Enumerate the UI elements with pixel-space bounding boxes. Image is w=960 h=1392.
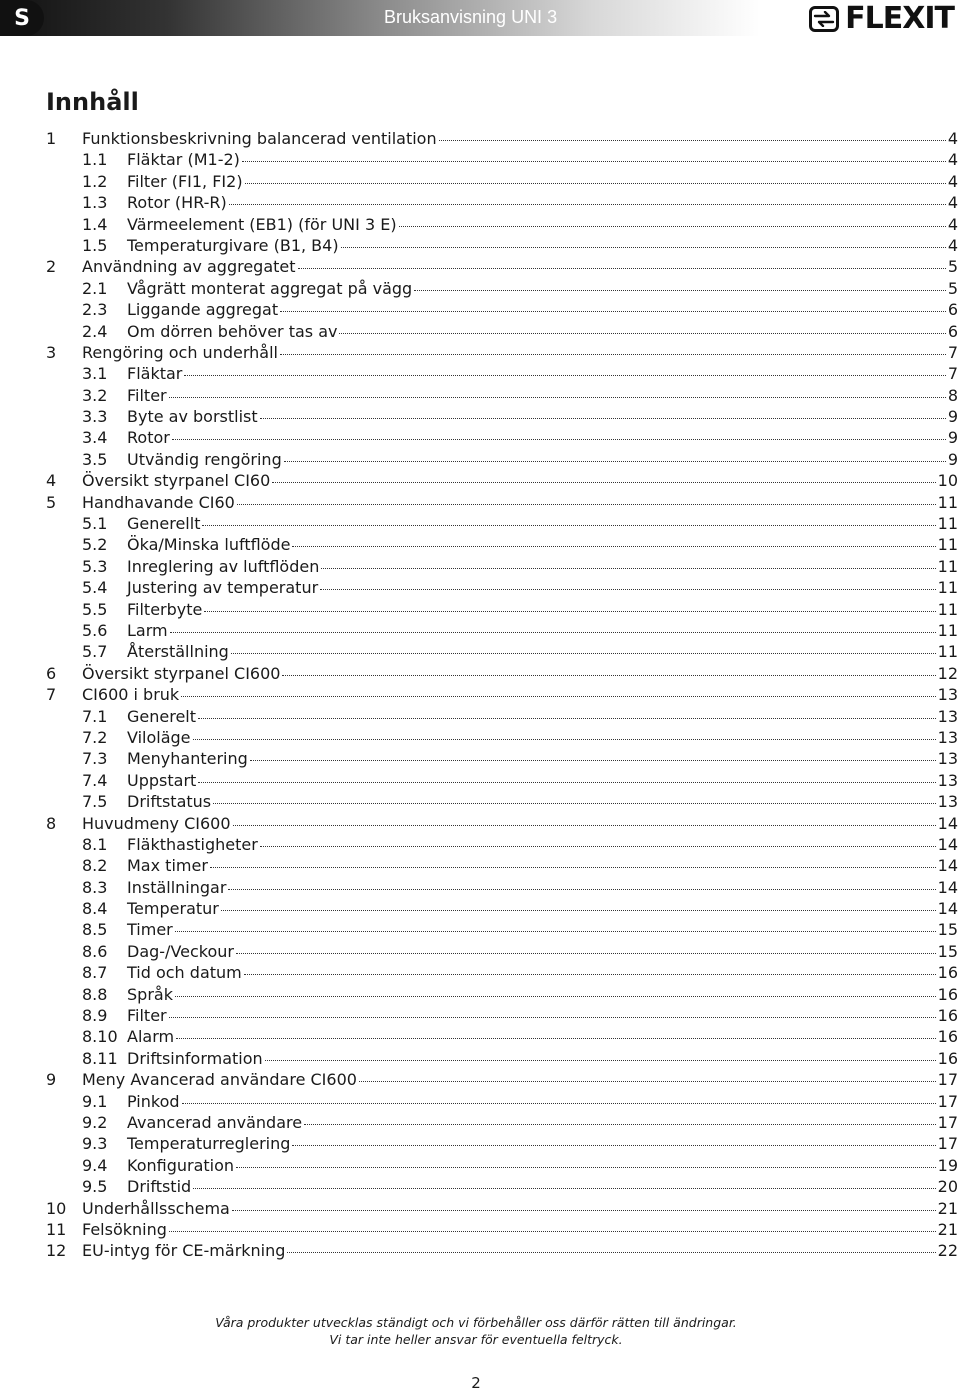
toc-entry-label: Fläkthastigheter xyxy=(127,834,258,854)
dot-leader xyxy=(321,568,935,569)
toc-entry-number: 8.3 xyxy=(82,877,108,897)
toc-entry-number: 5.7 xyxy=(82,642,108,662)
toc-entry-page: 4 xyxy=(947,193,958,213)
toc-entry-label: Översikt styrpanel CI60 xyxy=(82,471,271,491)
toc-entry-number: 8.2 xyxy=(82,856,108,876)
toc-entry-page: 11 xyxy=(937,514,958,534)
dot-leader xyxy=(175,996,936,997)
toc-entry-number: 8.11 xyxy=(82,1048,118,1068)
toc-entry-page: 16 xyxy=(937,984,958,1004)
toc-entry-label: Öka/Minska luftflöde xyxy=(127,535,291,555)
toc-entry-label: Språk xyxy=(127,984,173,1004)
toc-entry[interactable] xyxy=(46,984,958,1005)
toc-entry-page: 13 xyxy=(937,685,958,705)
toc-entry-number: 1.1 xyxy=(82,150,108,170)
toc-entry-page: 4 xyxy=(947,129,958,148)
toc-entry-number: 1.5 xyxy=(82,235,108,255)
toc-entry-label: Driftstatus xyxy=(127,792,212,812)
toc-entry[interactable] xyxy=(46,641,958,662)
toc-entry-number: 11 xyxy=(46,1219,67,1239)
toc-entry-number: 2.4 xyxy=(82,321,108,341)
toc-entry[interactable] xyxy=(46,171,958,192)
toc-entry-number: 8.8 xyxy=(82,984,108,1004)
dot-leader xyxy=(231,653,936,654)
toc-entry-page: 11 xyxy=(937,620,958,640)
toc-entry-label: Felsökning xyxy=(82,1219,167,1239)
toc-entry-number: 8.1 xyxy=(82,834,108,854)
toc-entry-number: 3.4 xyxy=(82,428,108,448)
toc-entry[interactable] xyxy=(46,1069,958,1090)
toc-entry-number: 12 xyxy=(46,1241,67,1261)
toc-entry[interactable] xyxy=(46,363,958,384)
dot-leader xyxy=(181,696,935,697)
language-badge: S xyxy=(0,0,44,36)
dot-leader xyxy=(184,375,945,376)
toc-entry[interactable] xyxy=(46,214,958,235)
toc-entry-page: 11 xyxy=(937,556,958,576)
toc-entry-label: Värmeelement (EB1) (för UNI 3 E) xyxy=(127,214,397,234)
toc-entry-number: 9.2 xyxy=(82,1112,108,1132)
toc-entry-number: 4 xyxy=(46,471,57,491)
dot-leader xyxy=(198,718,936,719)
toc-entry-page: 15 xyxy=(937,941,958,961)
toc-entry-label: Användning av aggregatet xyxy=(82,257,296,277)
toc-entry-page: 7 xyxy=(947,364,958,384)
dot-leader xyxy=(228,889,935,890)
toc-entry[interactable] xyxy=(46,342,958,363)
toc-entry[interactable] xyxy=(46,556,958,577)
toc-entry-label: Menyhantering xyxy=(127,749,248,769)
dot-leader xyxy=(304,1124,936,1125)
toc-title: Innhåll xyxy=(46,88,139,116)
dot-leader xyxy=(233,825,936,826)
document-title: Bruksanvisning UNI 3 xyxy=(384,7,558,27)
toc-entry-number: 7.5 xyxy=(82,792,108,812)
toc-entry[interactable] xyxy=(46,898,958,919)
dot-leader xyxy=(236,953,936,954)
toc-entry-number: 5 xyxy=(46,492,57,512)
toc-entry-number: 3 xyxy=(46,342,57,362)
disclaimer-line: Våra produkter utvecklas ständigt och vi förbehåller oss därför rätten till ändringar. xyxy=(215,1315,737,1330)
toc-entry-number: 9.1 xyxy=(82,1091,108,1111)
toc-entry[interactable] xyxy=(46,278,958,299)
toc-entry-number: 8 xyxy=(46,813,57,833)
toc-entry[interactable] xyxy=(46,128,958,149)
toc-entry-label: Inställningar xyxy=(127,877,227,897)
toc-entry-number: 3.2 xyxy=(82,385,108,405)
table-of-contents xyxy=(46,128,958,1262)
toc-entry-page: 16 xyxy=(937,1006,958,1026)
dot-leader xyxy=(292,546,935,547)
toc-entry-page: 17 xyxy=(937,1112,958,1132)
dot-leader xyxy=(182,1103,936,1104)
toc-entry-page: 20 xyxy=(937,1177,958,1197)
toc-entry-number: 8.10 xyxy=(82,1027,118,1047)
dot-leader xyxy=(339,333,945,334)
toc-entry[interactable] xyxy=(46,855,958,876)
toc-entry-number: 8.9 xyxy=(82,1006,108,1026)
dot-leader xyxy=(236,1167,936,1168)
disclaimer-line: Vi tar inte heller ansvar för eventuella feltryck. xyxy=(329,1332,623,1347)
toc-entry-page: 6 xyxy=(947,321,958,341)
toc-entry-number: 1 xyxy=(46,129,57,148)
toc-entry-label: Driftsinformation xyxy=(127,1048,263,1068)
toc-entry[interactable] xyxy=(46,813,958,834)
dot-leader xyxy=(359,1081,936,1082)
brand-name: FLEXIT xyxy=(845,1,954,36)
toc-entry-page: 16 xyxy=(937,1048,958,1068)
toc-entry[interactable] xyxy=(46,834,958,855)
dot-leader xyxy=(172,439,946,440)
toc-entry-label: Konfiguration xyxy=(127,1155,235,1175)
toc-entry[interactable] xyxy=(46,748,958,769)
toc-entry-label: Driftstid xyxy=(127,1177,192,1197)
toc-entry[interactable] xyxy=(46,406,958,427)
toc-entry-label: Handhavande CI60 xyxy=(82,492,235,512)
dot-leader xyxy=(282,675,935,676)
toc-entry-number: 8.7 xyxy=(82,963,108,983)
disclaimer xyxy=(0,1314,952,1348)
toc-entry-page: 17 xyxy=(937,1134,958,1154)
toc-entry-page: 14 xyxy=(937,834,958,854)
toc-entry-number: 5.2 xyxy=(82,535,108,555)
dot-leader xyxy=(284,461,946,462)
toc-entry-number: 3.1 xyxy=(82,364,108,384)
toc-entry-page: 6 xyxy=(947,300,958,320)
toc-entry-label: Filterbyte xyxy=(127,599,203,619)
toc-entry-number: 1.4 xyxy=(82,214,108,234)
toc-entry-page: 5 xyxy=(947,257,958,277)
toc-entry-label: Rengöring och underhåll xyxy=(82,342,278,362)
toc-entry-label: Översikt styrpanel CI600 xyxy=(82,663,281,683)
dot-leader xyxy=(232,1210,936,1211)
toc-entry-label: Temperatur xyxy=(127,899,219,919)
toc-entry[interactable] xyxy=(46,577,958,598)
toc-entry-label: Återställning xyxy=(127,642,229,662)
toc-entry[interactable] xyxy=(46,1133,958,1154)
dot-leader xyxy=(298,268,946,269)
toc-entry-page: 9 xyxy=(947,428,958,448)
toc-entry-number: 5.6 xyxy=(82,620,108,640)
dot-leader xyxy=(210,867,936,868)
toc-entry-number: 8.4 xyxy=(82,899,108,919)
dot-leader xyxy=(229,204,946,205)
toc-entry-label: Fläktar xyxy=(127,364,183,384)
toc-entry-label: Liggande aggregat xyxy=(127,300,279,320)
dot-leader xyxy=(341,247,946,248)
toc-entry-page: 14 xyxy=(937,813,958,833)
toc-entry-number: 5.1 xyxy=(82,514,108,534)
toc-entry-number: 9 xyxy=(46,1070,57,1090)
toc-entry-page: 21 xyxy=(937,1219,958,1239)
toc-entry-label: Alarm xyxy=(127,1027,175,1047)
toc-entry[interactable] xyxy=(46,256,958,277)
toc-entry-page: 11 xyxy=(937,492,958,512)
toc-entry[interactable] xyxy=(46,620,958,641)
toc-entry[interactable] xyxy=(46,1026,958,1047)
toc-entry-label: Huvudmeny CI600 xyxy=(82,813,231,833)
dot-leader xyxy=(176,1038,936,1039)
toc-entry[interactable] xyxy=(46,1198,958,1219)
toc-entry-page: 14 xyxy=(937,877,958,897)
toc-entry[interactable] xyxy=(46,962,958,983)
toc-entry[interactable] xyxy=(46,1155,958,1176)
toc-entry-label: Dag-/Veckour xyxy=(127,941,234,961)
toc-entry-page: 4 xyxy=(947,235,958,255)
toc-entry-page: 14 xyxy=(937,856,958,876)
toc-entry-page: 9 xyxy=(947,449,958,469)
dot-leader xyxy=(237,504,936,505)
toc-entry-label: Temperaturreglering xyxy=(127,1134,291,1154)
toc-entry-number: 10 xyxy=(46,1198,67,1218)
toc-entry[interactable] xyxy=(46,470,958,491)
toc-entry-page: 7 xyxy=(947,342,958,362)
toc-entry-page: 22 xyxy=(937,1241,958,1261)
dot-leader xyxy=(260,846,936,847)
toc-entry-label: EU-intyg för CE-märkning xyxy=(82,1241,286,1261)
toc-entry-number: 2 xyxy=(46,257,57,277)
toc-entry-page: 21 xyxy=(937,1198,958,1218)
toc-entry-page: 5 xyxy=(947,278,958,298)
toc-entry-label: Om dörren behöver tas av xyxy=(127,321,338,341)
dot-leader xyxy=(399,226,946,227)
toc-entry-page: 13 xyxy=(937,727,958,747)
toc-entry-number: 7.1 xyxy=(82,706,108,726)
dot-leader xyxy=(320,589,935,590)
dot-leader xyxy=(169,1231,936,1232)
toc-entry-label: Utvändig rengöring xyxy=(127,449,282,469)
toc-entry-page: 11 xyxy=(937,642,958,662)
toc-entry-page: 9 xyxy=(947,407,958,427)
toc-entry-number: 5.4 xyxy=(82,578,108,598)
toc-entry[interactable] xyxy=(46,684,958,705)
toc-entry[interactable] xyxy=(46,534,958,555)
toc-entry[interactable] xyxy=(46,706,958,727)
dot-leader xyxy=(202,525,935,526)
toc-entry-label: Funktionsbeskrivning balancerad ventilation xyxy=(82,129,437,148)
toc-entry[interactable] xyxy=(46,449,958,470)
toc-entry[interactable] xyxy=(46,770,958,791)
toc-entry-page: 19 xyxy=(937,1155,958,1175)
toc-entry[interactable] xyxy=(46,1176,958,1197)
toc-entry-number: 1.2 xyxy=(82,171,108,191)
dot-leader xyxy=(169,397,946,398)
dot-leader xyxy=(193,739,936,740)
toc-entry-page: 8 xyxy=(947,385,958,405)
toc-entry[interactable] xyxy=(46,941,958,962)
toc-entry-page: 16 xyxy=(937,1027,958,1047)
toc-entry-label: Inreglering av luftflöden xyxy=(127,556,320,576)
toc-entry-label: CI600 i bruk xyxy=(82,685,180,705)
toc-entry-number: 3.5 xyxy=(82,449,108,469)
toc-entry-page: 16 xyxy=(937,963,958,983)
toc-entry-label: Tid och datum xyxy=(127,963,242,983)
toc-entry[interactable] xyxy=(46,513,958,534)
toc-entry-number: 7.4 xyxy=(82,770,108,790)
toc-entry-number: 5.3 xyxy=(82,556,108,576)
toc-entry-page: 11 xyxy=(937,535,958,555)
toc-entry-page: 17 xyxy=(937,1091,958,1111)
toc-entry-number: 9.4 xyxy=(82,1155,108,1175)
dot-leader xyxy=(292,1145,935,1146)
toc-entry-label: Uppstart xyxy=(127,770,197,790)
toc-entry-number: 5.5 xyxy=(82,599,108,619)
toc-entry-label: Fläktar (M1-2) xyxy=(127,150,240,170)
toc-entry-page: 11 xyxy=(937,599,958,619)
toc-entry[interactable] xyxy=(46,599,958,620)
toc-entry-page: 4 xyxy=(947,214,958,234)
toc-entry-page: 13 xyxy=(937,792,958,812)
toc-entry-number: 8.5 xyxy=(82,920,108,940)
dot-leader xyxy=(213,803,936,804)
dot-leader xyxy=(169,1017,936,1018)
header-bar xyxy=(0,0,760,36)
dot-leader xyxy=(250,760,936,761)
toc-entry-page: 10 xyxy=(937,471,958,491)
toc-entry-page: 17 xyxy=(937,1070,958,1090)
flexit-arrows-logo-icon xyxy=(809,6,839,32)
toc-entry[interactable] xyxy=(46,299,958,320)
dot-leader xyxy=(242,161,946,162)
toc-entry-number: 9.3 xyxy=(82,1134,108,1154)
toc-entry[interactable] xyxy=(46,919,958,940)
toc-entry-page: 13 xyxy=(937,706,958,726)
dot-leader xyxy=(198,782,935,783)
toc-entry-page: 14 xyxy=(937,899,958,919)
dot-leader xyxy=(280,354,946,355)
toc-entry-number: 2.3 xyxy=(82,300,108,320)
toc-entry[interactable] xyxy=(46,663,958,684)
toc-entry[interactable] xyxy=(46,235,958,256)
toc-entry[interactable] xyxy=(46,385,958,406)
toc-entry-page: 4 xyxy=(947,171,958,191)
toc-entry-label: Generelt xyxy=(127,706,197,726)
toc-entry-label: Pinkod xyxy=(127,1091,180,1111)
toc-entry-number: 8.6 xyxy=(82,941,108,961)
toc-entry[interactable] xyxy=(46,1048,958,1069)
toc-entry-label: Viloläge xyxy=(127,727,191,747)
toc-entry[interactable] xyxy=(46,1091,958,1112)
toc-entry[interactable] xyxy=(46,727,958,748)
toc-entry-label: Rotor (HR-R) xyxy=(127,193,227,213)
dot-leader xyxy=(260,418,946,419)
toc-entry-page: 13 xyxy=(937,749,958,769)
toc-entry[interactable] xyxy=(46,321,958,342)
toc-entry[interactable] xyxy=(46,1219,958,1240)
toc-entry-label: Meny Avancerad användare CI600 xyxy=(82,1070,357,1090)
toc-entry-page: 13 xyxy=(937,770,958,790)
toc-entry-number: 7 xyxy=(46,685,57,705)
toc-entry-page: 12 xyxy=(937,663,958,683)
toc-entry-label: Timer xyxy=(127,920,173,940)
toc-entry[interactable] xyxy=(46,192,958,213)
toc-entry-number: 2.1 xyxy=(82,278,108,298)
toc-entry-page: 4 xyxy=(947,150,958,170)
toc-entry-label: Byte av borstlist xyxy=(127,407,258,427)
toc-entry-number: 1.3 xyxy=(82,193,108,213)
toc-entry-page: 15 xyxy=(937,920,958,940)
dot-leader xyxy=(170,632,936,633)
toc-entry-label: Max timer xyxy=(127,856,208,876)
toc-entry[interactable] xyxy=(46,791,958,812)
dot-leader xyxy=(244,974,936,975)
toc-entry-label: Underhållsschema xyxy=(82,1198,230,1218)
toc-entry-label: Rotor xyxy=(127,428,170,448)
dot-leader xyxy=(245,183,946,184)
dot-leader xyxy=(265,1060,936,1061)
toc-entry-label: Filter (FI1, FI2) xyxy=(127,171,243,191)
toc-entry[interactable] xyxy=(46,492,958,513)
dot-leader xyxy=(272,482,935,483)
dot-leader xyxy=(204,611,935,612)
toc-entry-page: 11 xyxy=(937,578,958,598)
toc-entry-number: 9.5 xyxy=(82,1177,108,1197)
dot-leader xyxy=(193,1188,935,1189)
toc-entry[interactable] xyxy=(46,149,958,170)
toc-entry[interactable] xyxy=(46,877,958,898)
toc-entry-number: 3.3 xyxy=(82,407,108,427)
dot-leader xyxy=(439,140,946,141)
toc-entry[interactable] xyxy=(46,1240,958,1261)
dot-leader xyxy=(280,311,946,312)
toc-entry-label: Larm xyxy=(127,620,168,640)
toc-entry[interactable] xyxy=(46,427,958,448)
toc-entry-label: Generellt xyxy=(127,514,201,534)
dot-leader xyxy=(287,1252,935,1253)
dot-leader xyxy=(175,931,936,932)
toc-entry[interactable] xyxy=(46,1005,958,1026)
toc-entry-label: Avancerad användare xyxy=(127,1112,303,1132)
dot-leader xyxy=(414,290,946,291)
toc-entry-label: Filter xyxy=(127,1006,167,1026)
toc-entry[interactable] xyxy=(46,1112,958,1133)
toc-entry-number: 6 xyxy=(46,663,57,683)
toc-entry-label: Justering av temperatur xyxy=(127,578,319,598)
toc-entry-label: Temperaturgivare (B1, B4) xyxy=(127,235,339,255)
toc-entry-number: 7.3 xyxy=(82,749,108,769)
dot-leader xyxy=(221,910,936,911)
toc-entry-label: Vågrätt monterat aggregat på vägg xyxy=(127,278,413,298)
toc-entry-label: Filter xyxy=(127,385,167,405)
brand-logo xyxy=(809,3,954,35)
page-number: 2 xyxy=(471,1374,481,1392)
toc-entry-number: 7.2 xyxy=(82,727,108,747)
